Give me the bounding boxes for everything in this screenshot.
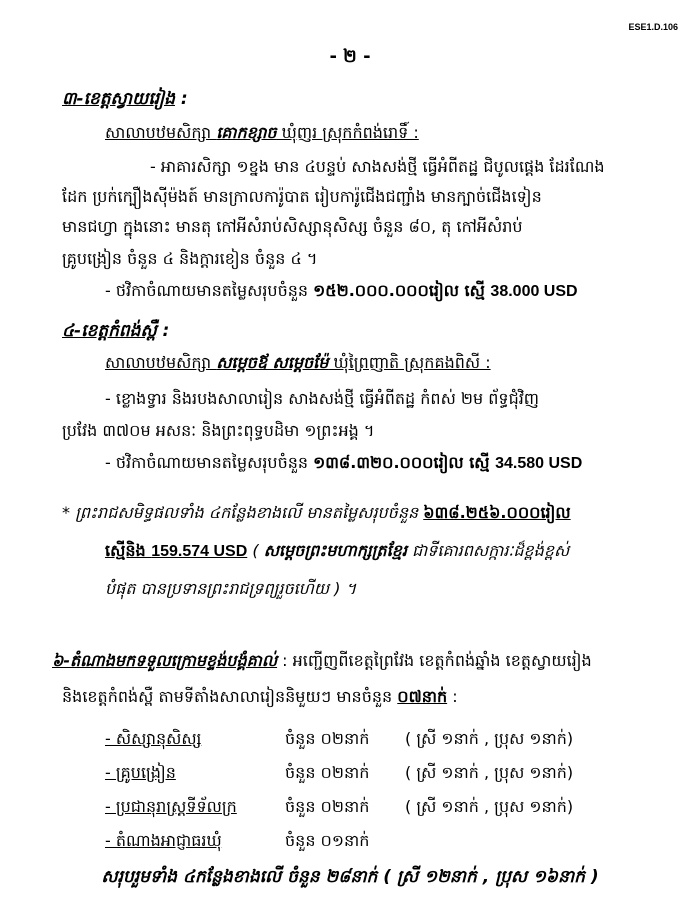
- participant-detail: ( ស្រី ១នាក់ , ប្រុស ១នាក់): [405, 729, 574, 748]
- summary-equal: ស្មើនិង: [105, 541, 152, 560]
- section-3-school-prefix: សាលាបឋមសិក្សា: [105, 123, 217, 142]
- participant-detail: ( ស្រី ១នាក់ , ប្រុស ១នាក់): [405, 797, 574, 816]
- section-3-cost-prefix: - ថវិកាចំណាយមានតម្លៃសរុបចំនួន: [105, 281, 314, 300]
- participant-count: ចំនួន ០២នាក់: [285, 763, 370, 782]
- section-3-desc-1: - អាគារសិក្សា ១ខ្នង មាន ៤បន្ទប់ សាងសង់ថ្មី ធ្វើអំពីតដ្ឋ ជិបូលផ្ដេង ដែរណែង: [150, 157, 605, 176]
- section-4-cost-prefix: - ថវិកាចំណាយមានតម្លៃសរុបចំនួន: [105, 453, 314, 472]
- section-3-heading: [62, 88, 188, 113]
- section-4-cost-riel: ១៣៨.៣២០.០០០រៀល ស្មើ: [313, 453, 496, 472]
- participant-count: ចំនួន ០២នាក់: [285, 797, 370, 816]
- section-6-line-2: [62, 686, 458, 710]
- section-6-intro: : អញ្ជើញពីខេត្តព្រៃវែង ខេត្តកំពង់ឆ្នាំង ខេត្តស្វាយរៀង: [277, 651, 592, 670]
- total-line: សរុបរួមទាំង ៤កន្លែងខាងលើ ចំនួន ២៨នាក់ ( ស្រី ១២នាក់ , ប្រុស ១៦នាក់ ): [101, 867, 599, 887]
- summary-line-3: បំផុត បានប្រទានព្រះរាជទ្រព្យរួចហើយ ) ។: [105, 579, 357, 598]
- section-6-line-2-colon: :: [447, 687, 458, 706]
- section-6-line-2-prefix: និងខេត្តកំពង់ស្ពឺ តាមទីតាំងសាលារៀននិមួយៗ មានចំនួន: [62, 687, 398, 706]
- summary-paren: (: [247, 541, 264, 560]
- summary-prefix: * ព្រះរាជសមិទ្ធផលទាំង ៤កន្លែងខាងលើ មានតម្លៃសរុបចំនួន: [62, 503, 424, 522]
- section-4-school-suffix: ឃុំព្រៃញាតិ ស្រុកគងពិសី :: [328, 353, 491, 372]
- section-4-title: ៤-ខេត្តកំពង់ស្ពឺ: [62, 321, 157, 341]
- summary-line-2: [105, 540, 569, 564]
- section-3-desc-4: គ្រូបង្រៀន ចំនួន ៤ និងក្ដារខៀន ចំនួន ៤ ។: [62, 249, 318, 268]
- section-3-school-line: [105, 122, 419, 146]
- section-4-school-name: សម្ដេចឪ សម្ដេចម៉ែ: [216, 353, 329, 372]
- participant-detail: ( ស្រី ១នាក់ , ប្រុស ១នាក់): [405, 763, 574, 782]
- section-6-heading-line: [52, 650, 592, 674]
- summary-line-1: [62, 502, 571, 526]
- summary-rest: ជាទីគោរពសក្ការៈដ៏ខ្ពង់ខ្ពស់: [406, 541, 570, 560]
- section-3-cost-usd: 38.000 USD: [490, 283, 578, 300]
- summary-amount: ៦៣៨.២៥៦.០០០រៀល: [423, 503, 571, 522]
- participant-role: - ប្រជានុរាស្ត្រទីទ័លក្រ: [105, 797, 237, 816]
- section-3-cost-riel: ១៥២.០០០.០០០រៀល ស្មើ: [313, 281, 491, 300]
- section-4-cost-usd: 34.580 USD: [495, 455, 583, 472]
- section-4-heading: [62, 320, 169, 345]
- section-3-desc-2: ដែក ប្រក់ក្បឿងស៊ីម៉ងត៍ មានក្រាលការ៉ូបាត រៀបការ៉ូជើងជញ្ជាំង មានក្បាច់ជើងទៀន: [62, 187, 542, 206]
- section-3-desc-3: មានជហ្វា ក្នុងនោះ មានតុ កៅអីសំរាប់សិស្សានុសិស្ស ចំនួន ៨០, តុ កៅអីសំរាប់: [62, 217, 523, 236]
- section-3-colon: :: [174, 89, 188, 109]
- section-3-school-suffix: ឃុំញរ ស្រុកកំពង់រោទិ៍ :: [276, 123, 419, 142]
- section-6-title: ៦-តំណាងមកទទួលក្រោមខ្ទង់បង្គំគាល់: [52, 651, 278, 670]
- section-4-desc-2: ប្រវែង ៣៧០ម អសនៈ និងព្រះពុទ្ធបដិមា ១ព្រះអង្គ ។: [62, 421, 375, 440]
- summary-usd: 159.574 USD: [151, 543, 248, 560]
- section-4-colon: :: [156, 321, 170, 341]
- section-4-cost: [105, 452, 582, 476]
- summary-king: សម្ដេចព្រះមហាក្សត្រខ្មែរ: [263, 541, 407, 560]
- page-number: - ២ -: [329, 46, 371, 67]
- participant-role: - សិស្សានុសិស្ស: [105, 729, 202, 748]
- section-4-school-prefix: សាលាបឋមសិក្សា: [105, 353, 217, 372]
- participant-count: ចំនួន ០១នាក់: [285, 831, 370, 850]
- section-3-school-name: គោកខ្សាច: [216, 123, 277, 142]
- document-code: ESE1.D.106: [628, 22, 678, 32]
- participant-role: - តំណាងអាជ្ញាធរឃុំ: [105, 831, 222, 850]
- section-6-count: ០៧នាក់: [397, 687, 448, 706]
- section-3-cost: [105, 280, 578, 304]
- participant-count: ចំនួន ០២នាក់: [285, 729, 370, 748]
- section-4-school-line: [105, 352, 491, 376]
- section-4-desc-1: - ខ្លោងទ្វារ និងរបងសាលារៀន សាងសង់ថ្មី ធ្វើអំពីតដ្ឋ កំពស់ ២ម ព័ទ្ធជុំវិញ: [105, 389, 540, 408]
- section-3-title: ៣-ខេត្តស្វាយរៀង: [62, 89, 175, 109]
- participant-role: - គ្រូបង្រៀន: [105, 763, 176, 782]
